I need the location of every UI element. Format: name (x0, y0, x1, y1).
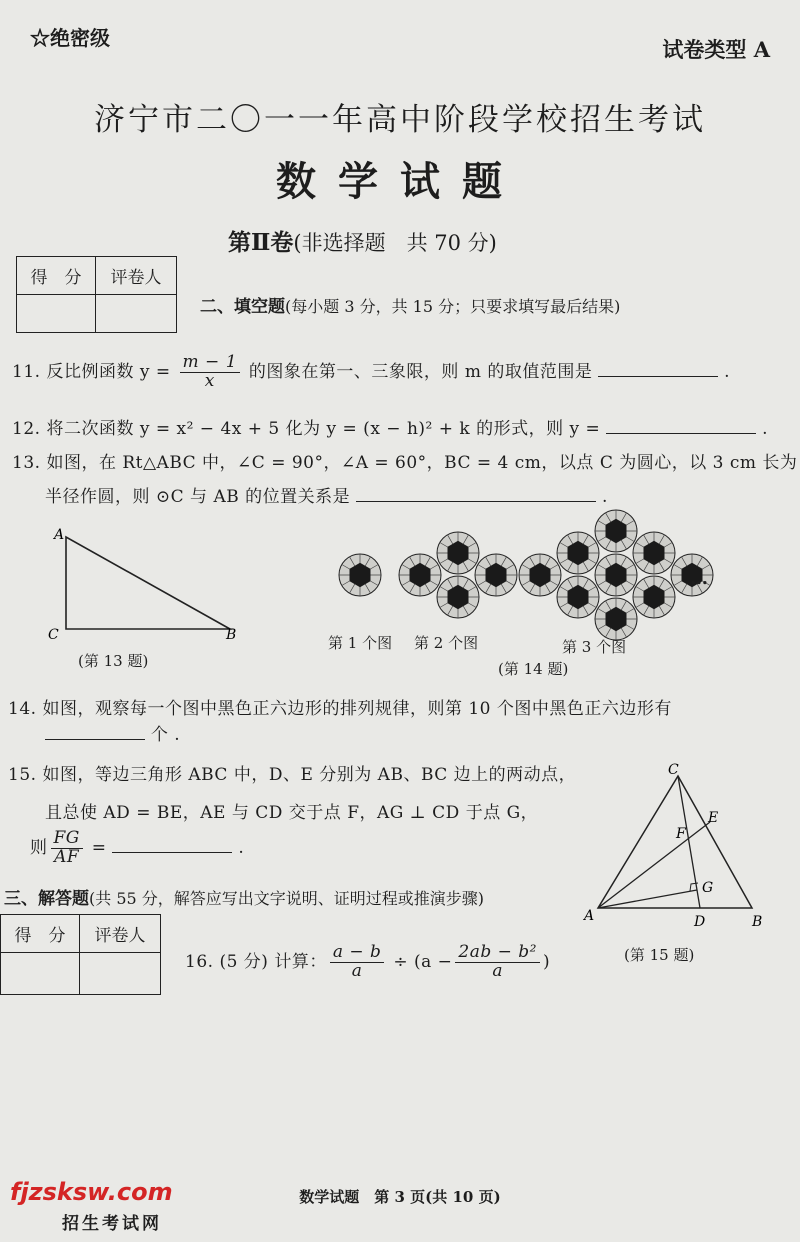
figure-15-equilateral-triangle (580, 760, 780, 930)
score-header: 得 分 (17, 257, 96, 295)
label15-G: G (702, 880, 714, 896)
figure-14-label-2: 第 2 个图 (414, 634, 479, 652)
q13-answer-blank[interactable] (356, 485, 596, 502)
q14-end: 个 . (150, 725, 181, 745)
q16-pre: 16. (5 分) 计算： (185, 951, 327, 972)
q16-close: ) (542, 951, 551, 972)
q14-answer-blank[interactable] (45, 723, 145, 740)
q12-answer-blank[interactable] (606, 417, 756, 434)
label15-A: A (584, 908, 595, 924)
part-name: 第Ⅱ卷 (228, 229, 294, 256)
section3-heading (4, 884, 484, 909)
score-box-2 (0, 914, 161, 995)
q16-fraction-2 (455, 944, 540, 981)
figure-15-caption: (第 15 题) (624, 946, 695, 964)
q15-answer-blank[interactable] (112, 836, 232, 853)
q15-end: . (238, 837, 245, 858)
score-header-2: 得 分 (1, 915, 80, 953)
grader-cell-2[interactable] (80, 953, 161, 995)
q11-answer-blank[interactable] (598, 360, 718, 377)
q11-numerator: m − 1 (180, 354, 241, 373)
section2-desc: (每小题 3 分，共 15 分；只要求填写最后结果) (285, 297, 621, 316)
triangle-abc-15 (598, 776, 752, 908)
q11-pre: 11. 反比例函数 y = (12, 361, 171, 382)
question-14-line2 (45, 720, 180, 745)
watermark-site: fjzsksw.com (10, 1178, 173, 1206)
q15-numerator: FG (51, 830, 83, 849)
label-A: A (54, 527, 65, 543)
q12-end: . (762, 419, 768, 439)
question-13-line1: 13. 如图，在 Rt△ABC 中，∠C = 90°，∠A = 60°，BC = 4 cm，以点 C 为圆心，以 3 cm 长为 (12, 453, 798, 473)
grader-header-2: 评卷人 (80, 915, 161, 953)
grader-cell[interactable] (96, 295, 177, 333)
q16-op: ÷ (a − (393, 951, 453, 972)
watermark-subtitle: 招生考试网 (62, 1214, 162, 1234)
section2-title: 二、填空题 (200, 297, 285, 317)
label15-B: B (752, 914, 763, 930)
q11-post: 的图象在第一、三象限，则 m 的取值范围是 (248, 361, 593, 382)
part-heading (228, 224, 497, 257)
question-14-line1: 14. 如图，观察每一个图中黑色正六边形的排列规律，则第 10 个图中黑色正六边形有 (8, 699, 672, 719)
section3-title: 三、解答题 (4, 889, 89, 909)
figure-14-caption: (第 14 题) (498, 660, 569, 678)
question-16 (185, 944, 550, 981)
question-15-line1: 15. 如图，等边三角形 ABC 中，D、E 分别为 AB、BC 边上的两动点， (8, 765, 577, 785)
exam-title: 济宁市二〇一一年高中阶段学校招生考试 (94, 102, 706, 138)
q15-denominator: AF (54, 846, 80, 867)
figure-13-caption: (第 13 题) (78, 652, 149, 670)
label15-F: F (676, 826, 686, 842)
figure-14-hexagon-patterns (330, 520, 730, 640)
score-cell[interactable] (17, 295, 96, 333)
q16-denominator-2: a (492, 960, 503, 981)
q11-fraction (180, 354, 241, 391)
segment-ag (598, 890, 697, 908)
paper-type-label: 试卷类型 A (662, 37, 770, 62)
question-15-line3 (30, 830, 244, 867)
section2-heading (200, 292, 620, 317)
label15-E: E (708, 810, 719, 826)
q15-eq: = (91, 837, 107, 858)
triangle-abc (66, 537, 230, 629)
q16-numerator-2: 2ab − b² (455, 944, 540, 963)
subject-title: 数学试题 (276, 158, 524, 205)
page-footer: 数学试题 第 3 页(共 10 页) (299, 1188, 501, 1206)
figure-14-ellipsis: … (690, 568, 708, 589)
label15-D: D (694, 914, 706, 930)
figure-14-label-3: 第 3 个图 (562, 638, 627, 656)
section3-desc: (共 55 分，解答应写出文字说明、证明过程或推演步骤) (89, 889, 485, 908)
q16-numerator-1: a − b (330, 944, 385, 963)
q13-line2-text: 半径作圆，则 ⊙C 与 AB 的位置关系是 (45, 487, 351, 507)
score-box (16, 256, 177, 333)
grader-header: 评卷人 (96, 257, 177, 295)
question-11 (12, 354, 730, 391)
part-desc: (非选择题 共 70 分) (293, 231, 497, 255)
q16-fraction-1 (330, 944, 385, 981)
label-C: C (48, 627, 59, 643)
q12-text: 12. 将二次函数 y = x² − 4x + 5 化为 y = (x − h)² + k 的形式，则 y = (12, 419, 601, 439)
q13-end: . (601, 487, 608, 507)
secret-level-label: ☆绝密级 (30, 26, 110, 50)
q15-pre: 则 (30, 837, 48, 858)
figure-13-triangle (40, 525, 280, 655)
score-cell-2[interactable] (1, 953, 80, 995)
question-13-line2 (45, 482, 608, 507)
q11-denominator: x (204, 370, 215, 391)
figure-14-label-1: 第 1 个图 (328, 634, 393, 652)
label15-C: C (668, 762, 679, 778)
q15-fraction (51, 830, 83, 867)
label-B: B (226, 627, 237, 643)
q11-end: . (724, 361, 731, 382)
question-12 (12, 414, 768, 439)
question-15-line2: 且总使 AD = BE，AE 与 CD 交于点 F，AG ⊥ CD 于点 G， (45, 803, 539, 823)
q16-denominator-1: a (351, 960, 363, 981)
